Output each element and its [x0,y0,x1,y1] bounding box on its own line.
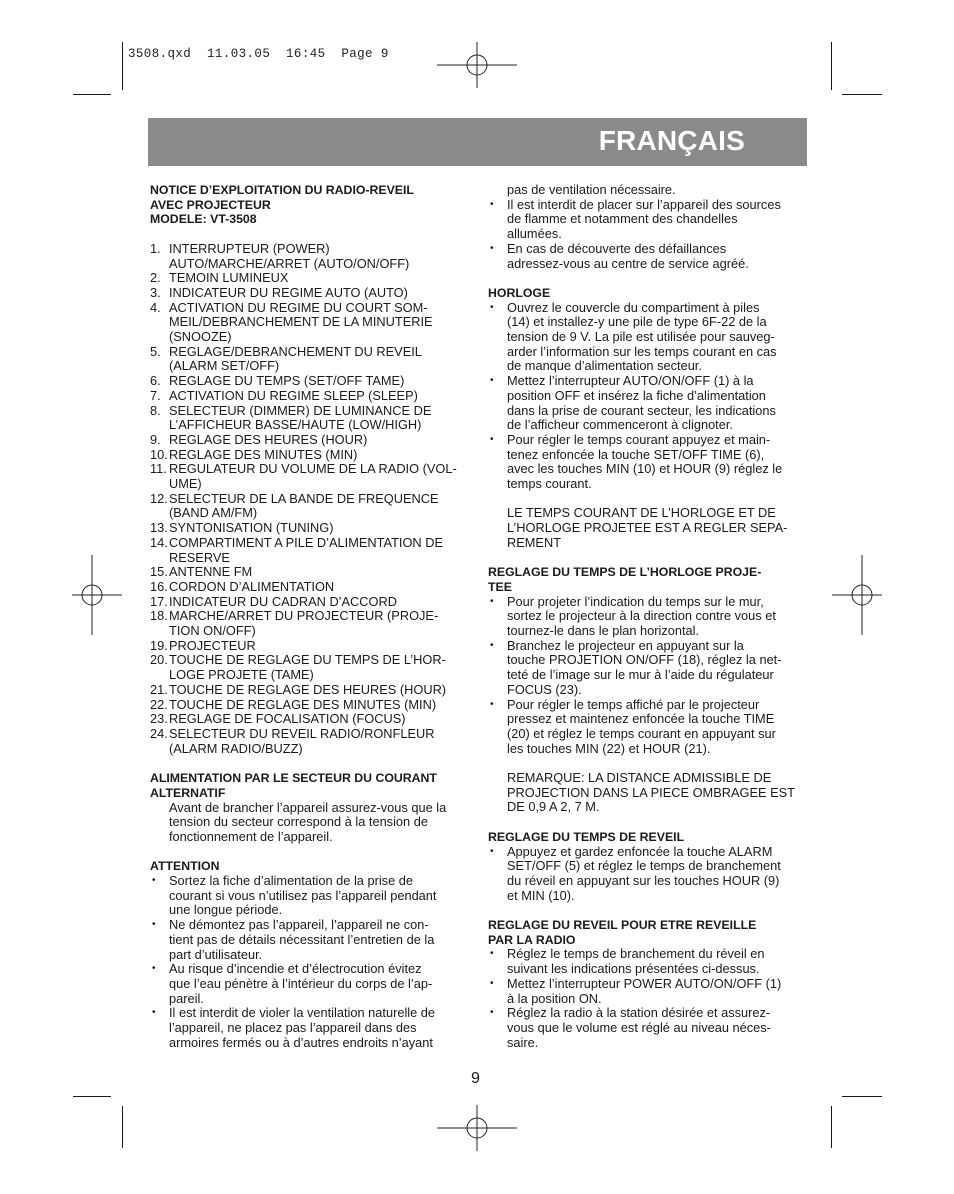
list-item: • En cas de découverte des défaillances adressez-vous au centre de service agréé. [488,242,810,271]
horloge-note: LE TEMPS COURANT DE L’HORLOGE ET DE L’HORLOGE PROJETEE EST A REGLER SEPA- REMENT [507,505,788,550]
list-item: 20. TOUCHE DE REGLAGE DU TEMPS DE L’HOR- LOGE PROJETE (TAME) [150,652,446,683]
projection-list [488,595,810,757]
list-item: • Il est interdit de placer sur l’appareil des sources de flamme et notamment des chandelles allumées. [488,198,810,242]
crop-mark [73,94,111,95]
list-item: • Mettez l’interrupteur AUTO/ON/OFF (1) à la position OFF et insérez la fiche d’alimentation dans la prise de courant secteur, les indications de l’afficheur commenceront à clignoter. [488,374,810,433]
list-item: • Pour régler le temps affiché par le projecteur pressez et maintenez enfoncée la touche TIME (20) et réglez le temps courant en appuyant sur les touches MIN (22) et HOUR (21). [488,698,810,757]
list-item: • Réglez la radio à la station désirée et assurez- vous que le volume est réglé au niveau néces- saire. [488,1006,810,1050]
list-item: 15. ANTENNE FM [150,564,253,580]
section-heading-power: ALIMENTATION PAR LE SECTEUR DU COURANT ALTERNATIF [150,771,437,800]
attention-list [150,874,470,1050]
list-item: • Pour projeter l’indication du temps sur le mur, sortez le projecteur à la direction contre vous et tournez-le dans le plan horizontal. [488,595,810,639]
list-item: 21. TOUCHE DE REGLAGE DES HEURES (HOUR) [150,681,447,697]
list-item: • Au risque d’incendie et d’électrocution évitez que l’eau pénètre à l’intérieur du corps de l’ap- pareil. [150,962,470,1006]
list-item: • Sortez la fiche d’alimentation de la prise de courant si vous n’utilisez pas l’appareil pendant une longue période. [150,874,470,918]
list-item: 23. REGLAGE DE FOCALISATION (FOCUS) [150,711,406,727]
list-item: 5. REGLAGE/DEBRANCHEMENT DU REVEIL (ALARM SET/OFF) [150,343,422,374]
list-item: 8. SELECTEUR (DIMMER) DE LUMINANCE DE L’AFFICHEUR BASSE/HAUTE (LOW/HIGH) [150,402,432,433]
list-item: 12. SELECTEUR DE LA BANDE DE FREQUENCE (BAND AM/FM) [150,490,439,521]
print-slug: 3508.qxd 11.03.05 16:45 Page 9 [128,47,389,61]
list-item: 24. SELECTEUR DU REVEIL RADIO/RONFLEUR (ALARM RADIO/BUZZ) [150,726,435,756]
list-item: • Branchez le projecteur en appuyant sur la touche PROJETION ON/OFF (18), réglez la net- teté de l’image sur le mur à l’aide du régulateur FOCUS (23). [488,639,810,698]
left-column [150,183,470,1050]
right-column [488,183,810,1050]
crop-mark [122,1106,123,1148]
document-title: NOTICE D’EXPLOITATION DU RADIO-REVEIL AVEC PROJECTEUR MODELE: VT-3508 [150,183,414,227]
section-heading-radio-alarm: REGLAGE DU REVEIL POUR ETRE REVEILLE PAR LA RADIO [488,918,757,947]
registration-mark-left-icon [52,555,132,635]
list-item: 19. PROJECTEUR [150,637,256,653]
section-heading-alarm: REGLAGE DU TEMPS DE REVEIL [488,829,685,844]
list-item: • Pour régler le temps courant appuyez et main- tenez enfoncée la touche SET/OFF TIME (6), avec les touches MIN (10) et HOUR (9) réglez le temps courant. [488,433,810,492]
alarm-list [488,845,810,904]
list-item: • Appuyez et gardez enfoncée la touche ALARM SET/OFF (5) et réglez le temps de branchement du réveil en appuyant sur les touches HOUR (9) et MIN (10). [488,845,810,904]
horloge-list [488,301,810,492]
crop-mark [842,94,882,95]
list-item: 7. ACTIVATION DU REGIME SLEEP (SLEEP) [150,387,418,403]
projection-note: REMARQUE: LA DISTANCE ADMISSIBLE DE PROJECTION DANS LA PIECE OMBRAGEE EST DE 0,9 A 2, 7 M. [507,770,795,815]
crop-mark [842,1096,882,1097]
page-title: FRANÇAIS [598,125,745,156]
list-item: 4. ACTIVATION DU REGIME DU COURT SOM- MEIL/DEBRANCHEMENT DE LA MINUTERIE (SNOOZE) [150,299,433,345]
crop-mark [831,42,832,90]
list-item: 6. REGLAGE DU TEMPS (SET/OFF TAME) [150,373,405,389]
registration-mark-right-icon [822,555,902,635]
list-item: 2. TEMOIN LUMINEUX [150,270,289,286]
list-item: 18. MARCHE/ARRET DU PROJECTEUR (PROJE- TION ON/OFF) [150,608,439,639]
list-item: • Mettez l’interrupteur POWER AUTO/ON/OFF (1) à la position ON. [488,977,810,1006]
list-item: 10. REGLAGE DES MINUTES (MIN) [150,446,358,462]
continued-line: pas de ventilation nécessaire. [507,182,676,197]
list-item: 14. COMPARTIMENT A PILE D’ALIMENTATION DE RESERVE [150,534,443,565]
list-item: • Réglez le temps de branchement du réveil en suivant les indications présentées ci-dessus. [488,947,810,976]
list-item: 1. INTERRUPTEUR (POWER) AUTO/MARCHE/ARRET (AUTO/ON/OFF) [150,240,410,271]
section-heading-projection: REGLAGE DU TEMPS DE L’HORLOGE PROJE- TEE [488,565,762,594]
list-item: 11. REGULATEUR DU VOLUME DE LA RADIO (VOL- UME) [150,461,457,492]
controls-list [150,242,470,757]
language-header-band [148,118,807,166]
list-item: • Il est interdit de violer la ventilation naturelle de l’appareil, ne placez pas l’appareil dans des armoires fermés ou à d’autres endroits n’ayant [150,1006,470,1050]
power-paragraph: Avant de brancher l’appareil assurez-vous que la tension du secteur correspond à la tension de fonctionnement de l’appareil. [169,799,447,844]
list-item: 3. INDICATEUR DU REGIME AUTO (AUTO) [150,284,408,300]
section-heading-horloge: HORLOGE [488,285,551,300]
list-item: 13. SYNTONISATION (TUNING) [150,520,334,536]
registration-mark-bottom-icon [437,1088,517,1168]
crop-mark [73,1096,111,1097]
crop-mark [831,1106,832,1148]
radio-alarm-list [488,947,810,1050]
crop-mark [122,42,123,90]
list-item: 22. TOUCHE DE REGLAGE DES MINUTES (MIN) [150,696,437,712]
list-item: 9. REGLAGE DES HEURES (HOUR) [150,431,368,447]
page-number: 9 [471,1070,480,1087]
list-item: • Ouvrez le couvercle du compartiment à piles (14) et installez-y une pile de type 6F-22 de la tension de 9 V. La pile est utilisée pour sauveg- arder l’information sur les temps courant en cas de manque d’alimentation secteur. [488,301,810,375]
list-item: 17. INDICATEUR DU CADRAN D’ACCORD [150,593,397,609]
list-item: 16. CORDON D’ALIMENTATION [150,578,335,594]
list-item: • Ne démontez pas l’appareil, l’appareil ne con- tient pas de détails nécessitant l’entretien de la part d’utilisateur. [150,918,470,962]
registration-mark-top-icon [437,25,517,105]
safety-list-continued [488,198,810,272]
section-heading-attention: ATTENTION [150,859,220,874]
